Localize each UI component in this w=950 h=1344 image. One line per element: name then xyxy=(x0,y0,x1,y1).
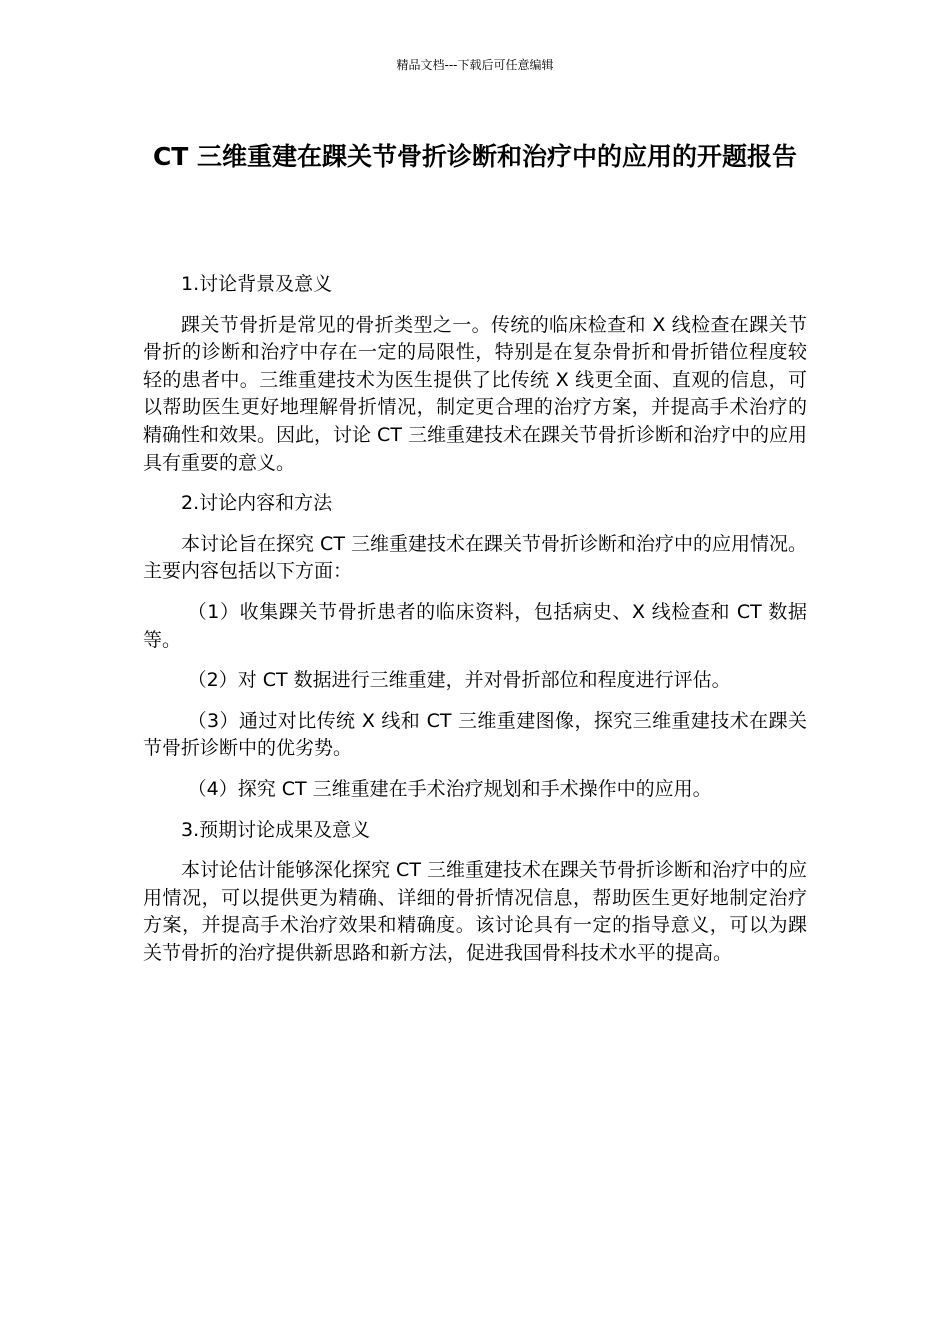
list-item-1: （1）收集踝关节骨折患者的临床资料，包括病史、X 线检查和 CT 数据等。 xyxy=(143,600,807,651)
section-heading-expected-results: 3.预期讨论成果及意义 xyxy=(181,818,371,841)
document-title: CT 三维重建在踝关节骨折诊断和治疗中的应用的开题报告 xyxy=(152,142,798,171)
document-body xyxy=(143,271,807,980)
list-item-3: （3）通过对比传统 X 线和 CT 三维重建图像，探究三维重建技术在踝关节骨折诊断中的优劣势。 xyxy=(143,709,807,760)
list-item-2: （2）对 CT 数据进行三维重建，并对骨折部位和程度进行评估。 xyxy=(187,669,731,692)
header-note: 精品文档---下载后可任意编辑 xyxy=(396,58,554,72)
list-item-4: （4）探究 CT 三维重建在手术治疗规划和手术操作中的应用。 xyxy=(187,777,712,800)
section-heading-background: 1.讨论背景及意义 xyxy=(181,273,333,295)
section-heading-content-methods: 2.讨论内容和方法 xyxy=(181,492,333,515)
paragraph-content-intro: 本讨论旨在探究 CT 三维重建技术在踝关节骨折诊断和治疗中的应用情况。主要内容包括以下方面： xyxy=(143,532,807,583)
paragraph-background: 踝关节骨折是常见的骨折类型之一。传统的临床检查和 X 线检查在踝关节骨折的诊断和治疗中存在一定的局限性，特别是在复杂骨折和骨折错位程度较轻的患者中。三维重建技术为医生提供了比传统 X 线更全面、直观的信息，可以帮助医生更好地理解骨折情况，制定更合理的治疗方案，并提高手术治疗的精确性和效果。因此，讨论 CT 三维重建技术在踝关节骨折诊断和治疗中的应用具有重要的意义。 xyxy=(143,313,807,474)
paragraph-expected-results: 本讨论估计能够深化探究 CT 三维重建技术在踝关节骨折诊断和治疗中的应用情况，可以提供更为精确、详细的骨折情况信息，帮助医生更好地制定治疗方案，并提高手术治疗效果和精确度。该讨论具有一定的指导意义，可以为踝关节骨折的治疗提供新思路和新方法，促进我国骨科技术水平的提高。 xyxy=(143,859,807,964)
